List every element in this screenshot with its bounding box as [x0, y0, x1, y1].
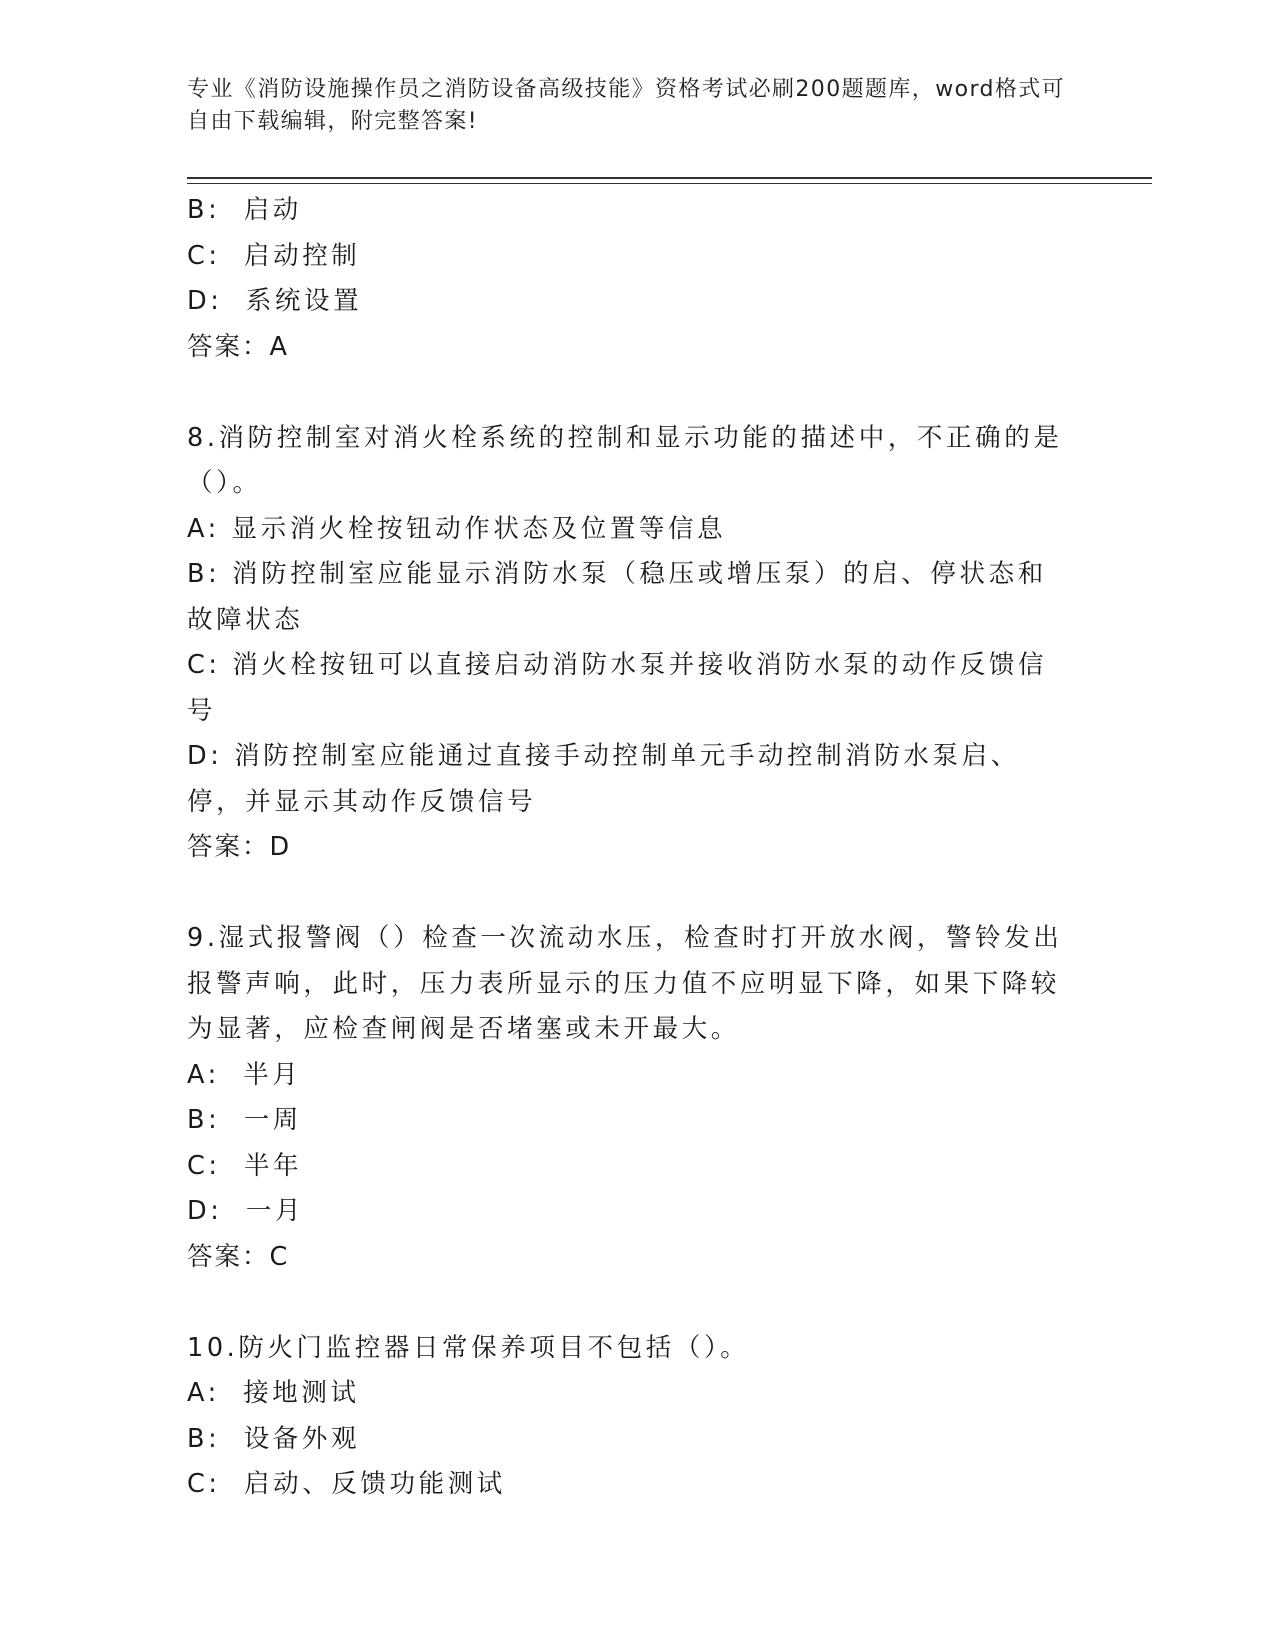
document-header: 专业《消防设施操作员之消防设备高级技能》资格考试必刷200题题库，word格式可自由下载编辑，附完整答案!	[187, 77, 1066, 134]
question-10	[187, 1326, 1067, 1508]
option-b: B: 设备外观	[187, 1423, 361, 1454]
header-rule-thin	[187, 183, 1152, 184]
question-stem: 9.湿式报警阀（）检查一次流动水压，检查时打开放水阀，警铃发出报警声响，此时，压力表所显示的压力值不应明显下降，如果下降较为显著，应检查闸阀是否堵塞或未开最大。	[187, 923, 1063, 1044]
header-rule-thick	[187, 177, 1152, 179]
question-stem: 8.消防控制室对消火栓系统的控制和显示功能的描述中，不正确的是（）。	[187, 422, 1063, 498]
option-c: C: 半年	[187, 1150, 303, 1181]
option-c: C: 启动、反馈功能测试	[187, 1469, 506, 1499]
question-9	[187, 916, 1067, 1280]
document-body	[187, 188, 1067, 1508]
answer-line: 答案：D	[187, 832, 292, 862]
answer-line: 答案：C	[187, 1241, 290, 1272]
question-stem: 10.防火门监控器日常保养项目不包括（）。	[187, 1332, 750, 1363]
option-a: A: 显示消火栓按钮动作状态及位置等信息	[187, 513, 727, 544]
answer-line: 答案：A	[187, 331, 289, 362]
option-d: D: 消防控制室应能通过直接手动控制单元手动控制消防水泵启、停，并显示其动作反馈信号	[187, 741, 1020, 817]
option-d: D: 一月	[187, 1196, 305, 1226]
option-b: B: 一周	[187, 1105, 302, 1135]
option-a: A: 半月	[187, 1059, 302, 1090]
option-d: D: 系统设置	[187, 286, 363, 316]
option-b: B: 消防控制室应能显示消防水泵（稳压或增压泵）的启、停状态和故障状态	[187, 559, 1047, 635]
question-7-continuation	[187, 188, 1067, 370]
question-8	[187, 416, 1067, 871]
option-c: C: 消火栓按钮可以直接启动消防水泵并接收消防水泵的动作反馈信号	[187, 650, 1048, 726]
option-b: B: 启动	[187, 195, 302, 225]
option-a: A: 接地测试	[187, 1378, 360, 1408]
option-c: C: 启动控制	[187, 240, 361, 271]
